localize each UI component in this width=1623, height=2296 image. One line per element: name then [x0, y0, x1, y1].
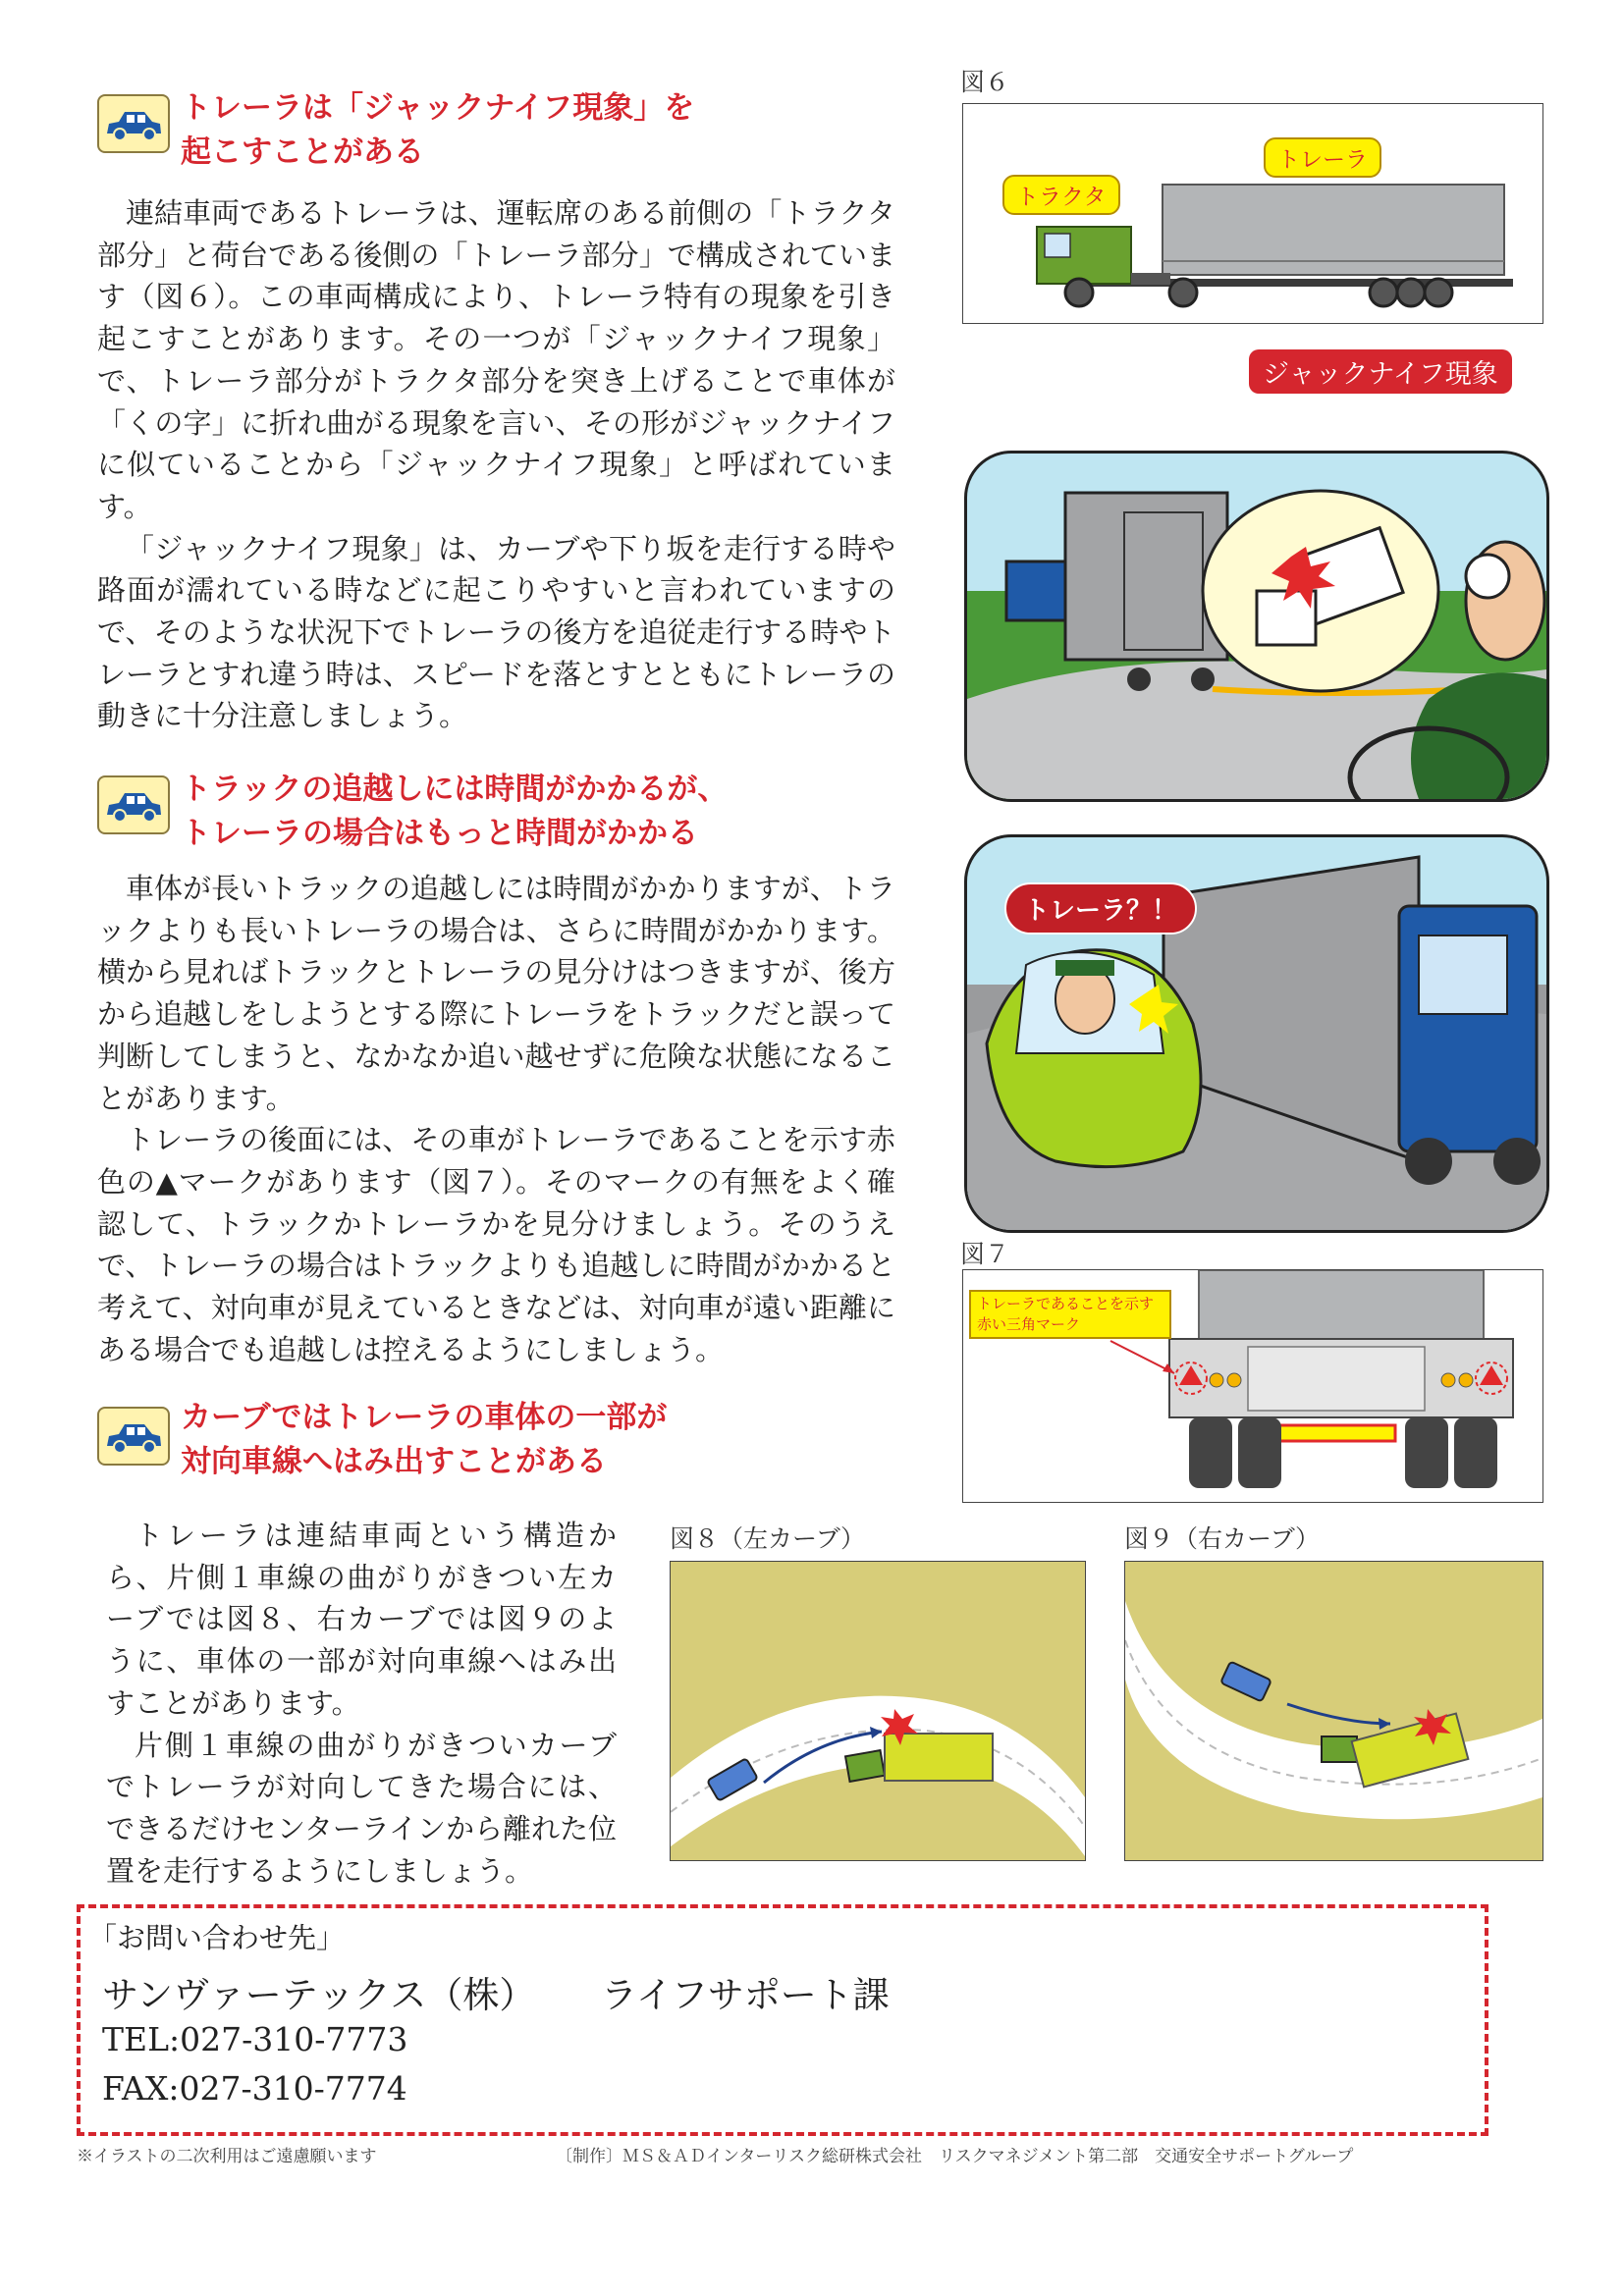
fig7-label: 図７ [960, 1240, 1010, 1268]
contact-box [77, 1904, 1488, 2136]
section-title: カーブではトレーラの車体の一部が 対向車線へはみ出すことがある [181, 1400, 668, 1479]
jackknife-illustration [964, 451, 1549, 802]
trailer-question-bubble: トレーラ？！ [1004, 882, 1197, 934]
fig9-label: 図９（右カーブ） [1124, 1524, 1321, 1553]
fig8-left-curve-diagram [670, 1561, 1086, 1861]
car-icon [97, 1407, 170, 1466]
car-icon [97, 94, 170, 153]
section-title: トラックの追越しには時間がかかるが、 トレーラの場合はもっと時間がかかる [181, 772, 729, 851]
contact-heading: 「お問い合わせ先」 [88, 1921, 346, 1954]
fig7-note: トレーラであることを示す赤い三角マーク [969, 1290, 1171, 1339]
contact-department: ライフサポート課 [601, 1974, 890, 2016]
contact-tel: TEL:027-310-7773 [102, 2020, 408, 2058]
fig6-tractor-trailer-diagram [962, 103, 1543, 324]
overtaking-illustration [964, 834, 1549, 1233]
fig7-trailer-rear-diagram [962, 1269, 1543, 1503]
fig6-label: 図６ [960, 68, 1010, 96]
contact-company: サンヴァーテックス（株） [102, 1974, 536, 2016]
fig9-right-curve-diagram [1124, 1561, 1543, 1861]
trailer-tag: トレーラ [1264, 137, 1381, 178]
section-body: 車体が長いトラックの追越しには時間がかかりますが、トラックよりも長いトレーラの場合は、さらに時間がかかります。横から見ればトラックとトレーラの見分けはつきますが、後方から追越しをしようとする際にトレーラをトラックだと誤って判断してしまうと、なかなか追い越せずに危険な状態になることがあります。 トレーラの後面には、その車がトレーラであることを示す赤色の▲マークがあります（図７）。そのマークの有無をよく確認して、トラックかトレーラかを見分けましょう。そのうえで、トレーラの場合はトラックよりも追越しに時間がかかると考えて、対向車が見えているときなどは、対向車が遠い距離にある場合でも追越しは控えるようにしましょう。 [97, 872, 895, 1366]
section-title: トレーラは「ジャックナイフ現象」を 起こすことがある [181, 90, 695, 170]
footer-credit: 〔制作〕ＭＳ＆ＡＤインターリスク総研株式会社 リスクマネジメント第二部 交通安全サポートグループ [556, 2147, 1354, 2166]
jackknife-bubble: ジャックナイフ現象 [1249, 349, 1512, 394]
section-body: 連結車両であるトレーラは、運転席のある前側の「トラクタ部分」と荷台である後側の「トレーラ部分」で構成されています（図６）。この車両構成により、トレーラ特有の現象を引き起こすことがあります。その一つが「ジャックナイフ現象」で、トレーラ部分がトラクタ部分を突き上げることで車体が「くの字」に折れ曲がる現象を言い、その形がジャックナイフに似ていることから「ジャックナイフ現象」と呼ばれています。 「ジャックナイフ現象」は、カーブや下り坂を走行する時や路面が濡れている時などに起こりやすいと言われていますので、そのような状況下でトレーラの後方を追従走行する時やトレーラとすれ違う時は、スピードを落とすとともにトレーラの動きに十分注意しましょう。 [97, 196, 895, 733]
car-icon [97, 775, 170, 834]
footer-note: ※イラストの二次利用はご遠慮願います [77, 2147, 377, 2166]
section-body: トレーラは連結車両という構造から、片側１車線の曲がりがきつい左カーブでは図８、右カーブでは図９のように、車体の一部が対向車線へはみ出すことがあります。 片側１車線の曲がりがきついカーブでトレーラが対向してきた場合には、できるだけセンターラインから離れた位置を走行するようにしましょう。 [106, 1519, 617, 1888]
contact-fax: FAX:027-310-7774 [102, 2069, 407, 2108]
tractor-tag: トラクタ [1002, 175, 1120, 215]
fig8-label: 図８（左カーブ） [670, 1524, 866, 1553]
